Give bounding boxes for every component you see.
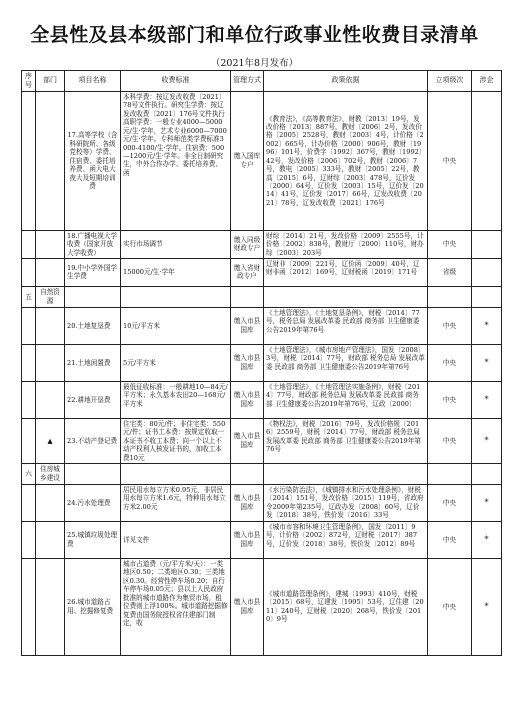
manage-mode: 缴入市县国库 [231, 344, 264, 381]
table-row [22, 344, 502, 381]
header-cell: 涉企 [472, 71, 502, 92]
table-row [22, 258, 502, 286]
fee-name [65, 230, 121, 258]
policy-basis [264, 484, 428, 521]
manage-mode: 缴入市县国库 [231, 484, 264, 521]
row-dept [36, 307, 65, 344]
row-dept [36, 91, 65, 230]
row-index [22, 258, 36, 286]
policy-basis-text: 《城市市容和环境卫生管理条例》，国发〔2011〕9号，计价格〔2002〕872号，辽财税〔2017〕387号，辽价发〔2018〕38号，铁价发〔2012〕89号 [266, 522, 418, 548]
fee-standard: 详见文件 [121, 521, 231, 558]
row-dept [36, 558, 65, 655]
fee-name: 20.土地复垦费 [65, 307, 121, 344]
policy-basis [264, 91, 428, 230]
empty-cell [472, 286, 502, 307]
empty-cell [264, 286, 428, 307]
row-index [22, 484, 36, 521]
project-level: 中央 [428, 484, 472, 521]
empty-cell [472, 463, 502, 484]
manage-mode: 缴入省财政专户 [231, 258, 264, 286]
fee-standard: 实行市场调节 [121, 230, 231, 258]
fee-standard-text: 本科学费：按辽发改收费〔2021〕78号文件执行。研究生学费：按辽发改收费〔2021〕176号文件执行高职学费：一般专业4000—5000元/生·学年，艺术专业6000—7000元/生·学年。专科师范类学费标准3000-4100/生·学年。住宿费：500—1200元/生·学年。非全日制研究生，中外合作办学、委托培养费、函 [123, 92, 227, 177]
section-index: 六 [22, 463, 36, 484]
project-level: 中央 [428, 418, 472, 463]
project-level: 中央 [428, 558, 472, 655]
policy-basis [264, 230, 428, 258]
enterprise-related: * [472, 307, 502, 344]
enterprise-related: * [472, 344, 502, 381]
row-index [22, 307, 36, 344]
policy-basis-text: 辽财非〔2009〕221号，辽价函〔2009〕40号，辽财非函〔2012〕169号，辽财税函〔2019〕171号 [266, 259, 420, 277]
fee-standard: 5元/平方米 [121, 344, 231, 381]
empty-cell [231, 463, 264, 484]
table-row [22, 418, 502, 463]
row-index [22, 521, 36, 558]
row-dept-marker: ▲ [36, 418, 65, 463]
fee-catalog-table [21, 70, 502, 656]
policy-basis-text: 《城市道路管理条例》，建城〔1993〕410号，财税〔2015〕68号，辽建发〔1995〕53号，辽住建〔2011〕240号，辽财税〔2020〕268号，铁价发〔2010〕9号 [266, 590, 424, 624]
fee-name [65, 91, 121, 230]
row-dept [36, 258, 65, 286]
empty-cell [121, 463, 231, 484]
fee-standard-text: 城市占道费（元/平方米/天）：一类地区0.50；二类地区0.30；三类地区0.30。经营性停车场0.20；自行车停车场0.05元；县以上人民政府批准的城市道路作为集贸市场，租位费则上浮100%。城市道路挖掘修复费由国务院授权省住建部门制定，收 [123, 559, 228, 627]
fee-name: 19.中小学外国学生学费 [65, 258, 121, 286]
manage-mode: 缴入市县国库 [231, 418, 264, 463]
page-title: 全县性及县本级部门和单位行政事业性收费目录清单 [30, 24, 479, 46]
fee-name: 22.耕地开垦费 [65, 381, 121, 418]
table-row [22, 521, 502, 558]
row-dept [36, 344, 65, 381]
row-dept [36, 230, 65, 258]
fee-standard-text: 住宅类：80元/件；非住宅类：550元/件；证书工本费：按规定收取一本证书不收工本费；向一个以上不动产权利人核发证书的，加收工本费10元 [123, 419, 226, 462]
table-row [22, 381, 502, 418]
manage-mode: 缴入市县国库 [231, 381, 264, 418]
enterprise-related [472, 91, 502, 230]
policy-basis [264, 258, 428, 286]
header-cell: 管理方式 [231, 71, 264, 92]
project-level: 中央 [428, 521, 472, 558]
section-row [22, 463, 502, 484]
project-level: 中央 [428, 307, 472, 344]
fee-name-text: 18.广播电视大学收费（国家开放大学收费） [67, 231, 118, 257]
row-dept [36, 521, 65, 558]
policy-basis-text: 《土地管理法》，《土地管理法实施条例》，财税〔2014〕77号，财政部 税务总局 发展改革委 民政部 商务部 卫生健康委公告2019年第76号，辽政〔2000〕 [266, 382, 421, 408]
empty-cell [428, 463, 472, 484]
policy-basis [264, 521, 428, 558]
enterprise-related [472, 230, 502, 258]
table-row [22, 484, 502, 521]
fee-standard: 15000元/生·学年 [121, 258, 231, 286]
policy-basis [264, 381, 428, 418]
section-index: 五 [22, 286, 36, 307]
header-cell: 收费标准 [121, 71, 231, 92]
enterprise-related: * [472, 418, 502, 463]
manage-mode: 缴入国库专户 [231, 91, 264, 230]
project-level: 中央 [428, 344, 472, 381]
header-cell: 立项级次 [428, 71, 472, 92]
section-row [22, 286, 502, 307]
enterprise-related: * [472, 484, 502, 521]
row-dept [36, 484, 65, 521]
row-index [22, 230, 36, 258]
fee-standard [121, 418, 231, 463]
fee-standard [121, 381, 231, 418]
enterprise-related: * [472, 381, 502, 418]
project-level: 中央 [428, 91, 472, 230]
fee-name: 23.不动产登记费 [65, 418, 121, 463]
manage-mode: 缴入同级财政专户 [231, 230, 264, 258]
header-cell: 项目名称 [65, 71, 121, 92]
fee-standard-text: 最低征收标准：一般耕地10—84元/平方米；永久基本农田20—168元/平方米 [123, 382, 228, 408]
policy-basis-text: 财综〔2014〕21号，发改价格〔2009〕2555号，计价格〔2002〕838号，教财厅〔2000〕110号，财办综〔2003〕203号 [266, 231, 424, 257]
policy-basis-text: 《水污染防治法》，《城镇排水和污水处理条例》，财税〔2014〕151号，发改价格〔2015〕119号，省政府令2009年第235号，辽政办发〔2008〕60号，辽价发〔2018〕38号，铁价发〔2016〕33号 [266, 485, 424, 520]
fee-name: 24.污水处理费 [65, 484, 121, 521]
row-index [22, 344, 36, 381]
policy-basis-text: 《物权法》，财税〔2016〕79号，发改价格规〔2016〕2559号，财税〔2014〕77号，财政部 税务总局 发展改革委 民政部 商务部 卫生健康委公告2019年第76号 [266, 419, 421, 454]
fee-standard [121, 91, 231, 230]
table-row [22, 91, 502, 230]
empty-cell [231, 286, 264, 307]
enterprise-related [472, 258, 502, 286]
project-level: 省级 [428, 258, 472, 286]
policy-basis [264, 344, 428, 381]
fee-standard-text: 居民用水每立方米0.95元，非居民用水每立方米1.6元，特种用水每立方米2.00元 [123, 485, 226, 511]
row-index [22, 418, 36, 463]
policy-basis-text: 《土地管理法》，《土地复垦条例》，财税〔2014〕77号，税务总局 发展改革委 民政部 商务部 卫生健康委公告2019年第76号 [266, 308, 420, 334]
empty-cell [264, 463, 428, 484]
header-cell: 政策依据 [264, 71, 428, 92]
manage-mode: 缴入市县国库 [231, 521, 264, 558]
row-dept [36, 381, 65, 418]
policy-basis [264, 418, 428, 463]
policy-basis [264, 307, 428, 344]
empty-cell [65, 286, 121, 307]
row-index [22, 91, 36, 230]
section-dept: 住房城乡建设 [36, 463, 65, 484]
policy-basis-text: 《教育法》，《高等教育法》，财教〔2013〕19号，发改价格〔2013〕887号，教财〔2006〕2号，发改价格〔2005〕2528号，教财〔2003〕4号，计价格〔2002〕665号，计办价格〔2000〕906号，教财〔1996〕101号，价费字〔1992〕367号，教财〔1992〕42号，发改价格〔2006〕702号，教财〔2006〕7号，教电〔2005〕333号，教财〔2005〕22号，教高〔2015〕6号，辽财综〔2003〕478号，辽价发〔2000〕64号，辽价发〔2003〕15号，辽价发〔2014〕41号，辽价发〔2017〕66号，辽发改收费〔2021〕78号，辽发改收费〔2021〕176号 [266, 114, 424, 207]
table-row [22, 558, 502, 655]
empty-cell [121, 286, 231, 307]
fee-name: 26.城市道路占用、挖掘修复费 [65, 558, 121, 655]
project-level: 中央 [428, 230, 472, 258]
enterprise-related: * [472, 521, 502, 558]
table-row [22, 230, 502, 258]
fee-name: 25.城镇垃圾处理费 [65, 521, 121, 558]
manage-mode: 缴入市县国库 [231, 307, 264, 344]
row-index [22, 381, 36, 418]
section-dept: 自然资源 [36, 286, 65, 307]
enterprise-related: * [472, 558, 502, 655]
fee-standard [121, 558, 231, 655]
page-subtitle: （2021年8月发布） [210, 58, 299, 69]
empty-cell [65, 463, 121, 484]
policy-basis-text: 《土地管理法》，《城市房地产管理法》，国发〔2008〕3号，财税〔2014〕77号，财政部 税务总局 发展改革委 民政部 商务部 卫生健康委公告2019年第76号 [266, 345, 425, 371]
fee-name-text: 17.高等学校（含科研院所、各级党校等）学费、住宿费、委托培养费、函大电大夜大及短期培训费 [67, 131, 118, 190]
header-cell: 序号 [22, 71, 36, 92]
row-index [22, 558, 36, 655]
manage-mode: 缴入市县国库 [231, 558, 264, 655]
header-cell: 部门 [36, 71, 65, 92]
project-level: 中央 [428, 381, 472, 418]
empty-cell [428, 286, 472, 307]
policy-basis [264, 558, 428, 655]
table-row [22, 307, 502, 344]
fee-standard: 10元/平方米 [121, 307, 231, 344]
fee-name: 21.土地闲置费 [65, 344, 121, 381]
header-row [22, 71, 502, 92]
fee-standard [121, 484, 231, 521]
